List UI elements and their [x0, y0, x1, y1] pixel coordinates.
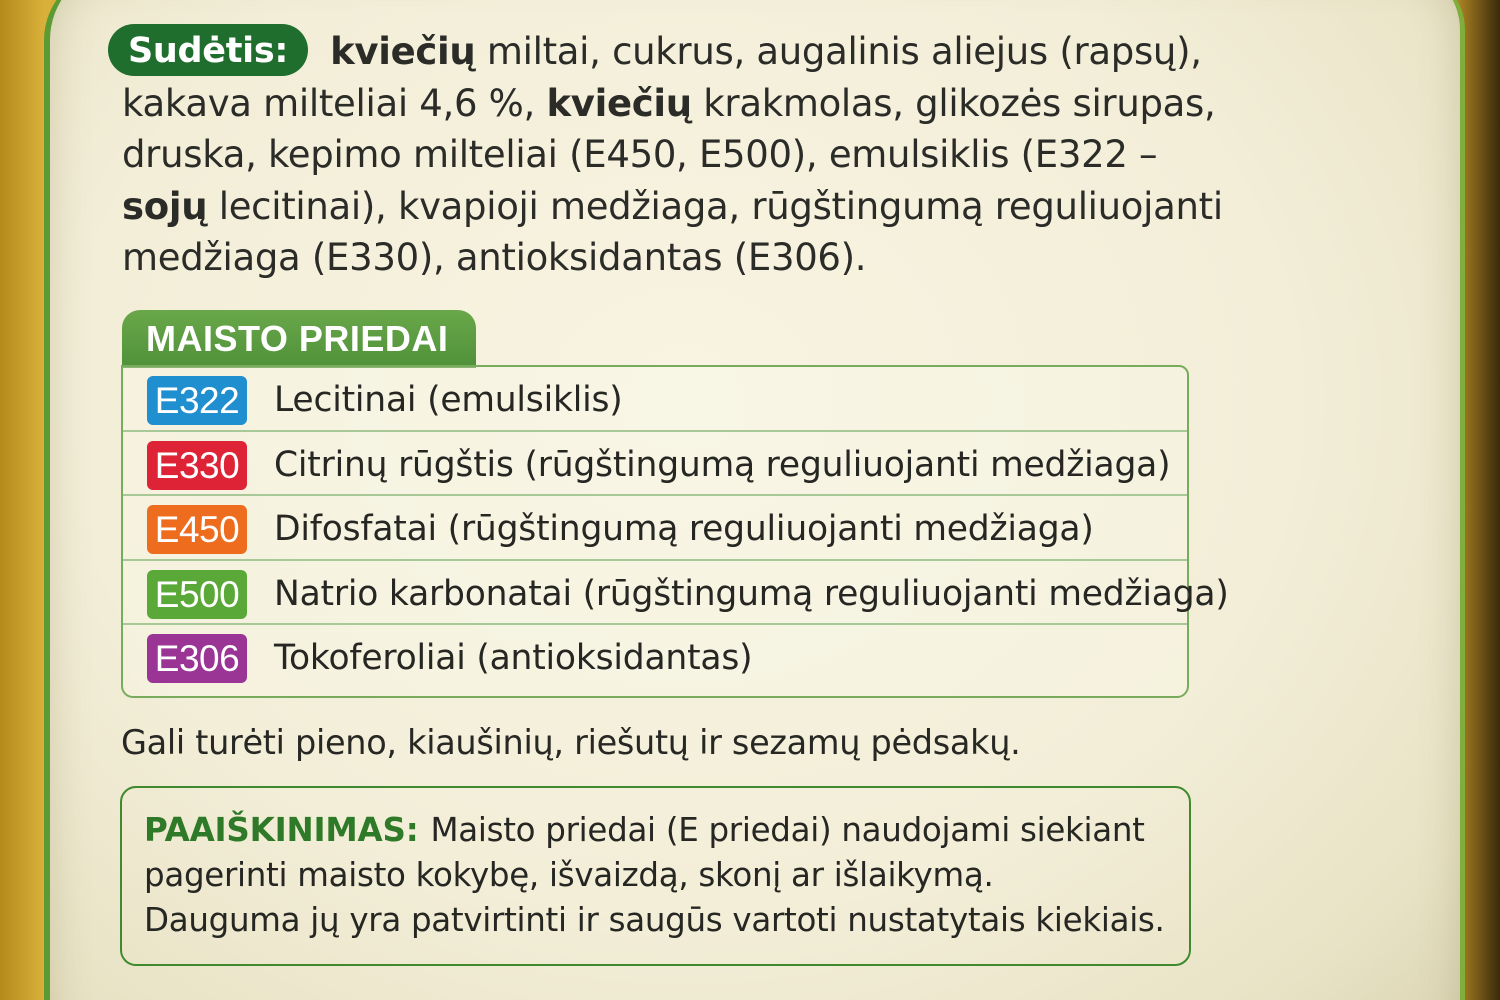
- additive-code-badge: E306: [147, 634, 247, 683]
- additive-description: Lecitinai (emulsiklis): [274, 380, 623, 420]
- additive-row: [123, 561, 1229, 626]
- additives-title-tab: MAISTO PRIEDAI: [122, 310, 476, 368]
- ingredient-allergen: kviečių: [546, 81, 692, 125]
- ingredients-line-1: [122, 24, 1202, 78]
- explanation-line-2: pagerinti maisto kokybę, išvaizdą, skonį ar išlaikymą.: [144, 856, 994, 894]
- additive-description: Difosfatai (rūgštingumą reguliuojanti medžiaga): [274, 509, 1094, 549]
- explanation-line-3: Dauguma jų yra patvirtinti ir saugūs vartoti nustatytais kiekiais.: [144, 901, 1165, 939]
- additive-row: [123, 496, 1187, 561]
- explanation-text: Maisto priedai (E priedai) naudojami siekiant: [430, 811, 1145, 849]
- additive-row: [123, 625, 1187, 690]
- ingredient-text: medžiaga (E330), antioksidantas (E306).: [122, 236, 867, 279]
- ingredient-allergen: kviečių: [330, 30, 476, 73]
- ingredients-line-3: [122, 129, 1182, 181]
- ingredient-text: druska, kepimo milteliai (E450, E500), emulsiklis (E322 –: [122, 133, 1158, 176]
- additive-code-badge: E450: [147, 505, 247, 554]
- explanation-line-1: [144, 808, 1167, 853]
- ingredients-badge: Sudėtis:: [108, 24, 308, 76]
- explanation-box: [120, 786, 1191, 966]
- ingredients-block: [122, 24, 1223, 284]
- additive-row: [123, 432, 1187, 497]
- additive-description: Citrinų rūgštis (rūgštingumą reguliuojanti medžiaga): [274, 444, 1171, 485]
- ingredient-text: kakava milteliai 4,6 %,: [122, 81, 547, 125]
- additive-code-badge: E330: [147, 441, 247, 490]
- allergen-traces-note: Gali turėti pieno, kiaušinių, riešutų ir sezamų pėdsakų.: [121, 723, 1021, 762]
- ingredients-line-5: [122, 232, 1182, 284]
- ingredient-text: lecitinai), kvapioji medžiaga, rūgštingumą reguliuojanti: [207, 184, 1223, 228]
- additives-table: [121, 365, 1229, 698]
- ingredient-text: krakmolas, glikozės sirupas,: [691, 81, 1216, 125]
- additive-description: Natrio karbonatai (rūgštingumą reguliuojanti medžiaga): [274, 573, 1229, 614]
- additive-row: [123, 367, 1187, 432]
- explanation-heading: PAAIŠKINIMAS:: [144, 811, 419, 849]
- additive-description: Tokoferoliai (antioksidantas): [274, 638, 753, 678]
- additive-code-badge: E322: [147, 376, 247, 425]
- ingredient-text: miltai, cukrus, augalinis aliejus (rapsų),: [475, 30, 1202, 73]
- additive-code-badge: E500: [147, 570, 247, 619]
- ingredients-line-4: [122, 181, 1223, 233]
- ingredient-allergen: sojų: [122, 184, 208, 228]
- ingredients-line-2: [122, 78, 1216, 130]
